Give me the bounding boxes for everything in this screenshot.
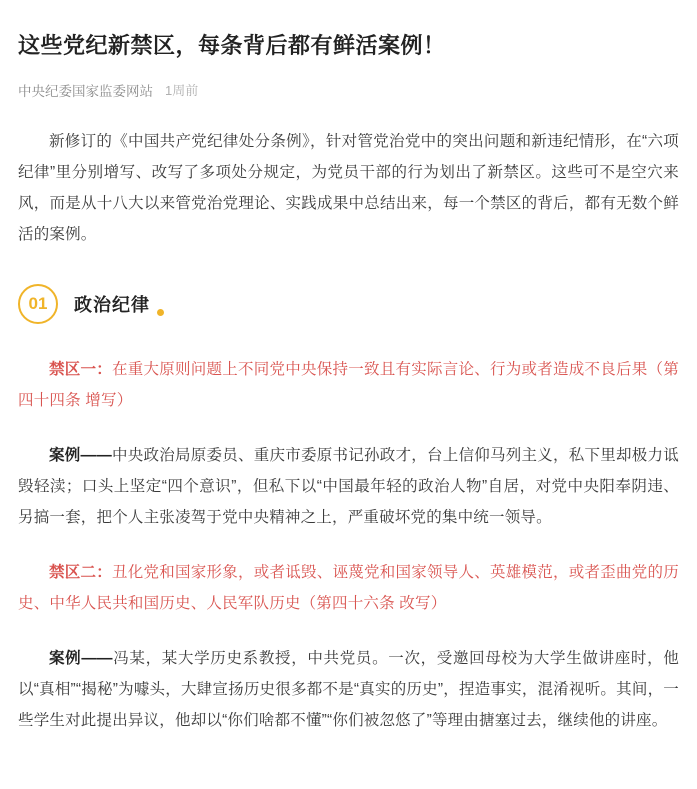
article-source: 中央纪委国家监委网站 [18, 83, 153, 99]
section-header-political-discipline [18, 284, 679, 324]
article-timestamp: 1周前 [165, 83, 199, 99]
section-title-text: 政治纪律 [74, 294, 150, 315]
section-title [74, 291, 150, 317]
case-text-1: 中央政治局原委员、重庆市委原书记孙政才，台上信仰马列主义，私下里却极力诋毁轻渎；口头上坚定“四个意识”，但私下以“中国最年轻的政治人物”自居，对党中央阳奉阴违、另搞一套，把个人主张凌驾于党中央精神之上，严重破坏党的集中统一领导。 [18, 446, 679, 526]
decorative-dot-icon [157, 309, 164, 316]
zone-text-2: 丑化党和国家形象，或者诋毁、诬蔑党和国家领导人、英雄模范，或者歪曲党的历史、中华人民共和国历史、人民军队历史（第四十六条 改写） [18, 563, 679, 612]
case-label-1: 案例—— [49, 446, 112, 464]
intro-paragraph: 新修订的《中国共产党纪律处分条例》，针对管党治党中的突出问题和新违纪情形，在“六项纪律”里分别增写、改写了多项处分规定，为党员干部的行为划出了新禁区。这些可不是空穴来风，而是从十八大以来管党治党理论、实践成果中总结出来，每一个禁区的背后，都有无数个鲜活的案例。 [18, 132, 679, 243]
section-number-badge: 01 [18, 284, 58, 324]
zone-label-2: 禁区二： [49, 563, 113, 581]
zone-paragraph-2 [18, 557, 679, 619]
case-label-2: 案例—— [49, 649, 113, 667]
article-meta [18, 80, 679, 100]
zone-text-1: 在重大原则问题上不同党中央保持一致且有实际言论、行为或者造成不良后果（第四十四条 增写） [18, 360, 679, 409]
case-text-2: 冯某，某大学历史系教授，中共党员。一次，受邀回母校为大学生做讲座时，他以“真相”“揭秘”为噱头，大肆宣扬历史很多都不是“真实的历史”，捏造事实，混淆视听。其间，一些学生对此提出异议，他却以“你们啥都不懂”“你们被忽悠了”等理由搪塞过去，继续他的讲座。 [18, 649, 679, 729]
page-title: 这些党纪新禁区，每条背后都有鲜活案例！ [18, 33, 446, 58]
zone-paragraph-1 [18, 354, 679, 416]
zone-label-1: 禁区一： [49, 360, 113, 378]
case-paragraph-2 [18, 643, 679, 736]
case-paragraph-1 [18, 440, 679, 533]
